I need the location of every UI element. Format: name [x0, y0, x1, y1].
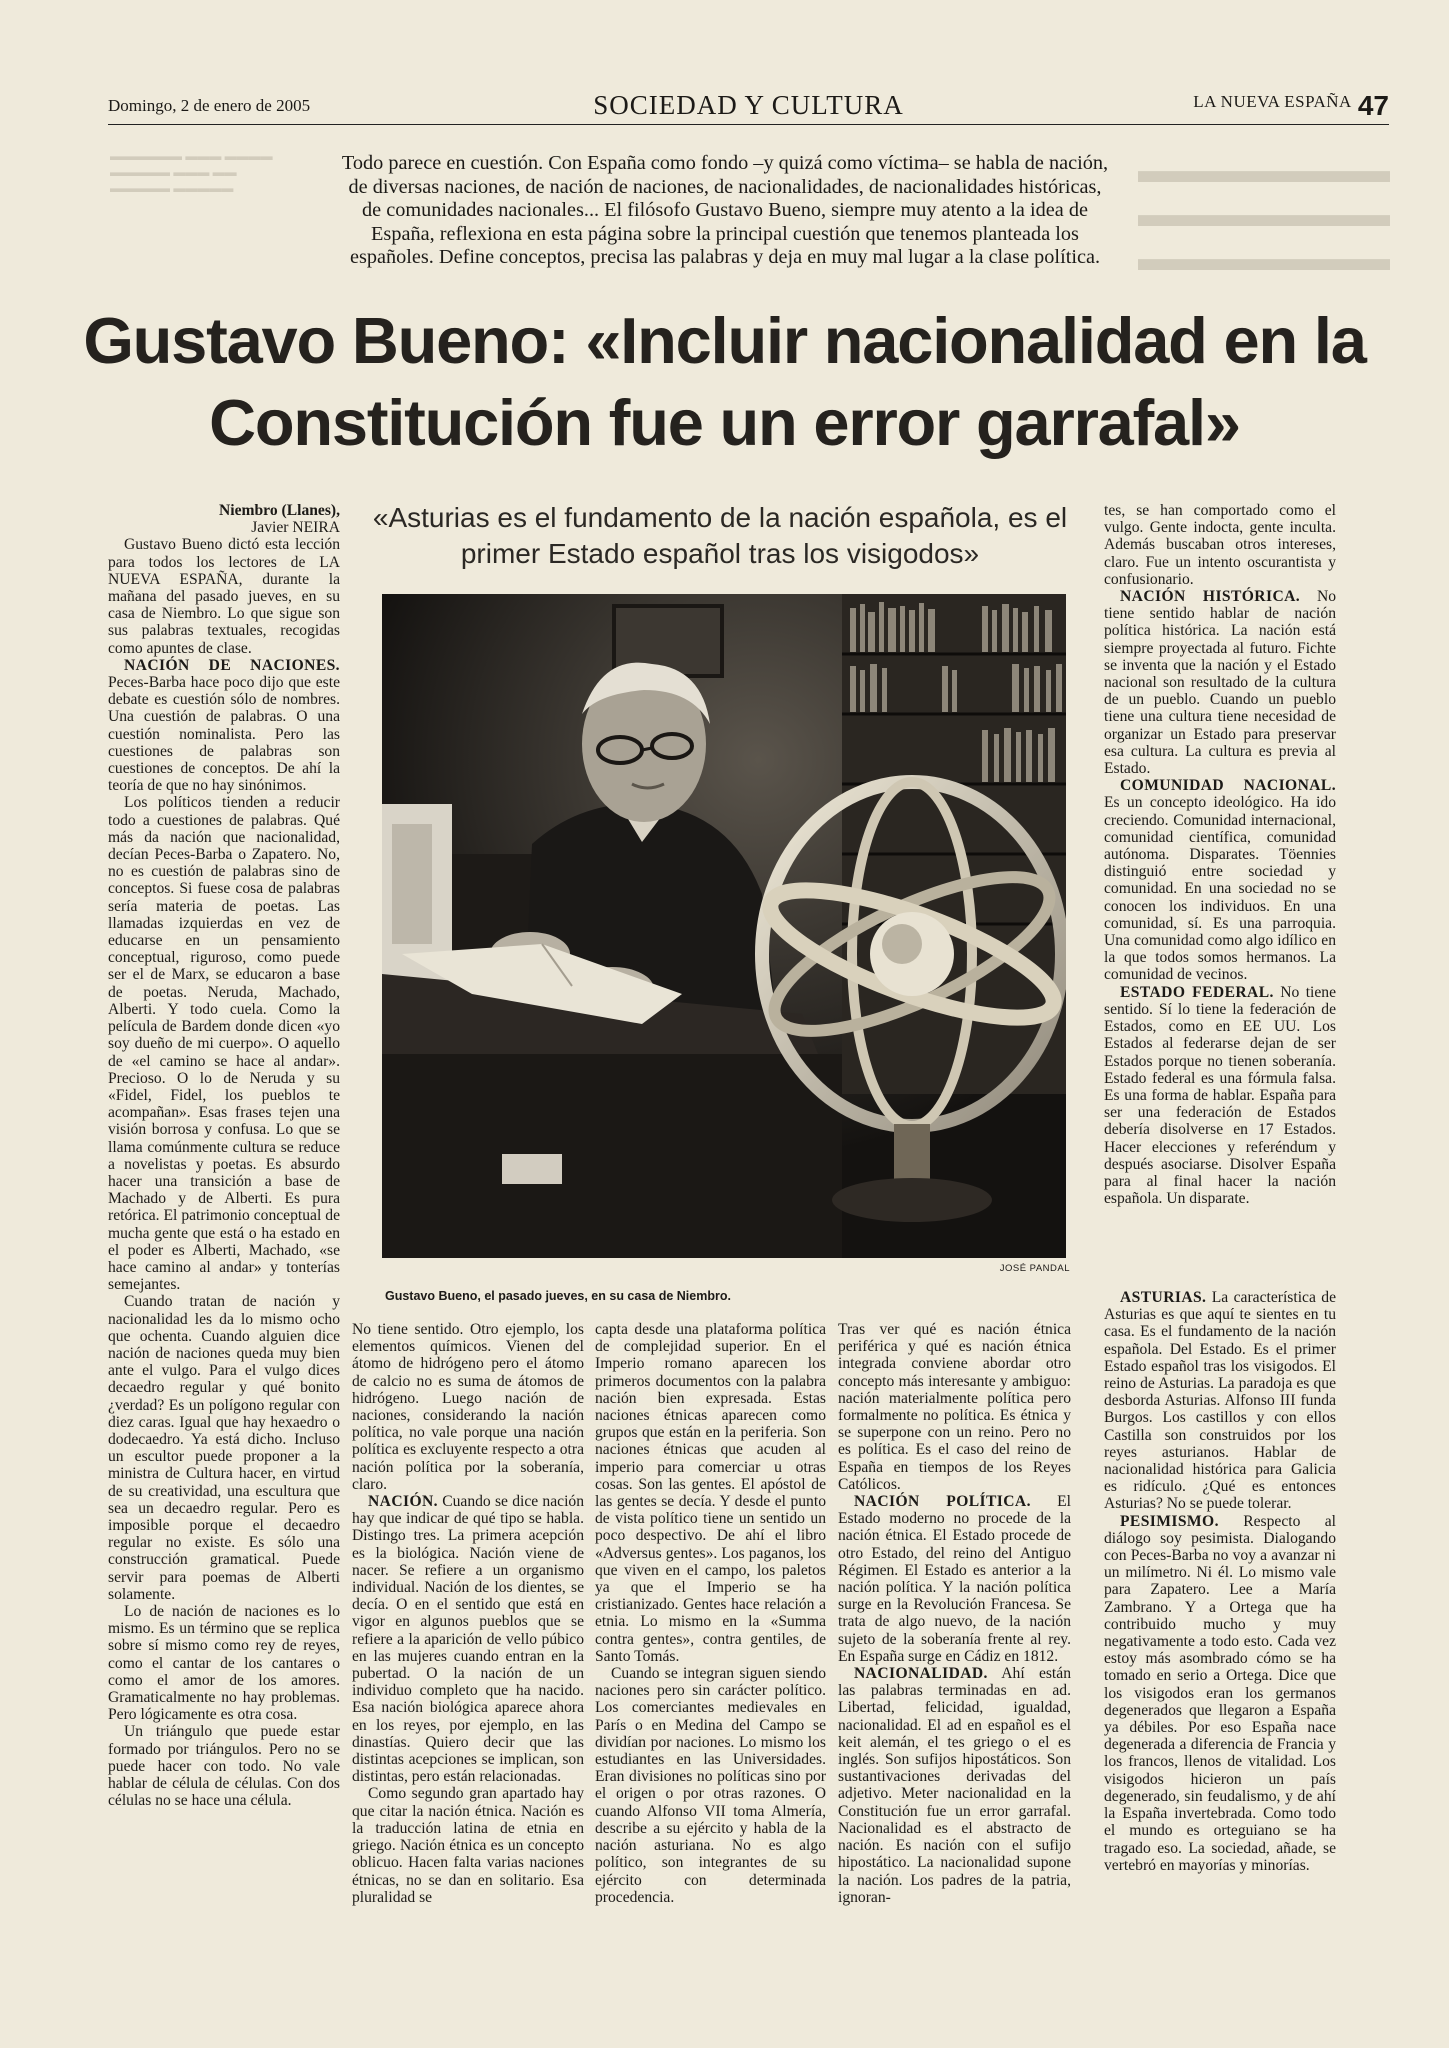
subheading: NACIÓN POLÍTICA. [854, 1493, 1031, 1511]
article-paragraph [108, 1293, 340, 1603]
article-paragraph [108, 536, 340, 656]
paragraph-text: Lo de nación de naciones es lo mismo. Es un término que se replica sobre sí mismo como rey de reyes, como el cantar de los cantares o como el amor de los amores. Gramaticalmente no hay problemas. Pero lógicamente es otra cosa. [108, 1603, 340, 1724]
issue-date: Domingo, 2 de enero de 2005 [108, 96, 311, 115]
byline-author: Javier NEIRA [251, 519, 340, 537]
article-paragraph [1104, 502, 1336, 588]
paragraph-text: Ahí están las palabras terminadas en ad. Libertad, felicidad, igualdad, nacionalidad. El ad en español es el keit alemán, el tes griego o el es inglés. Son sufijos hipostáticos. Son sustantivaciones derivadas del adjetivo. Meter nacionalidad en la Constitución fue un error garrafal. Nacionalidad es el abstracto de nación. Es nación con el sufijo hipostático. La nacionalidad supone la nación. Los padres de la patria, ignoran- [838, 1665, 1071, 1906]
standfirst: Todo parece en cuestión. Con España como fondo –y quizá como víctima– se habla de nación, de diversas naciones, de nación de naciones, de nacionalidades, de nacionalidades históricas, de comunidades nacionales... El filósofo Gustavo Bueno, siempre muy atento a la idea de España, reflexiona en esta página sobre la principal cuestión que tenemos planteada los españoles. Define conceptos, precisa las palabras y deja en muy mal lugar a la clase política. [341, 152, 1109, 269]
subheading: NACIÓN DE NACIONES. [124, 656, 340, 674]
paragraph-text: Gustavo Bueno dictó esta lección para todos los lectores de LA NUEVA ESPAÑA, durante la mañana del pasado jueves, en su casa de Niembro. Lo que sigue son sus palabras textuales, recogidas como apuntes de clase. [108, 536, 340, 657]
column-1 [108, 502, 340, 1809]
bleed-through-text-right: ▬▬▬▬▬▬▬ ▬▬▬▬▬▬▬ ▬▬▬▬▬▬▬ [1138, 149, 1390, 278]
paragraph-text: Respecto al diálogo soy pesimista. Dialogando con Peces-Barba no voy a avanzar ni un milímetro. Ni él. Lo mismo vale para Zapatero. Lee a María Zambrano. Y a Ortega que ha contribuido mucho y muy negativamente a todo esto. Cada vez estoy más asombrado cómo se ha tomado en serio a Ortega. Dice que los visigodos eran los germanos degenerados que llegaron a España ya débiles. Por eso España nace degenerada a diferencia de Francia y los francos, llenos de vitalidad. Los visigodos hicieron un país degenerado, sin feudalismo, y de ahí la España invertebrada. Como todo el mundo es orteguiano se ha tragado eso. La sociedad, añade, se vertebró en mayorías y minorías. [1104, 1512, 1336, 1874]
article-paragraph [108, 1603, 340, 1723]
subheading: ESTADO FEDERAL. [1120, 983, 1274, 1001]
subheading: NACIÓN. [368, 1493, 438, 1511]
paragraph-text: Un triángulo que puede estar formado por triángulos. Pero no se puede hacer con todo. No vale hablar de célula de células. Con dos células no se hace una célula. [108, 1723, 340, 1810]
article-paragraph [1104, 1289, 1336, 1513]
subheading: COMUNIDAD NACIONAL. [1120, 777, 1336, 795]
paragraph-text: capta desde una plataforma política de complejidad superior. En el Imperio romano aparecen los primeros documentos con la palabra nación bien expresada. Estas naciones étnicas aparecen como grupos que están en la periferia. Son naciones étnicas que acuden al imperio para comerciar u otras cosas. Son las gentes. El apóstol de las gentes se decía. Y desde el punto de vista político tiene un sentido un poco despectivo. De ahí el libro «Adversus gentes». Los paganos, los que viven en el campo, los paletos ya que el Imperio se ha cristianizado. Gentes hace relación a etnia. Lo mismo en la «Summa contra gentes», contra gentiles, de Santo Tomás. [595, 1321, 826, 1665]
paragraph-text: Como segundo gran apartado hay que citar la nación étnica. Nación es la traducción latina de etnia en griego. Nación étnica es un concepto oblicuo. Hacen falta varias naciones étnicas, no se dan en solitario. Esa pluralidad se [352, 1785, 584, 1906]
article-paragraph [838, 1665, 1071, 1906]
article-paragraph [352, 1493, 584, 1785]
photo-credit: JOSÉ PANDAL [999, 1263, 1070, 1274]
article-paragraph [352, 1321, 584, 1493]
column-5-bottom [1104, 1289, 1336, 1874]
paragraph-text: Cuando tratan de nación y nacionalidad les da lo mismo ocho que ochenta. Cuando alguien dice nación de naciones queda muy bien ante el vulgo. Para el vulgo dices decaedro regular y qué bonito ¿verdad? Es un polígono regular con diez caras. Igual que hay hexaedro o dodecaedro. Ya está dicho. Incluso un escultor puede proponer a la ministra de Cultura hacer, en virtud de su creatividad, una escultura que sea un decaedro regular. Pero es imposible porque el decaedro regular no existe. Es sólo una construcción gramatical. Puede servir para poemas de Alberti solamente. [108, 1293, 340, 1603]
column-3 [595, 1321, 826, 1906]
section-title: SOCIEDAD Y CULTURA [593, 90, 904, 120]
byline-place: Niembro (Llanes), [219, 502, 340, 519]
article-paragraph [108, 794, 340, 1293]
paragraph-text: Es un concepto ideológico. Ha ido creciendo. Comunidad internacional, comunidad científica, comunidad autónoma. Disparates. Töennies distinguió entre sociedad y comunidad. En una sociedad no se conocen los individuos. En una comunidad, sí. Es una parroquia. Una comunidad como algo idílico en la que todos somos hermanos. La comunidad de vecinos. [1104, 794, 1336, 984]
bleed-through-text-left: ▬▬▬▬ ▬▬▬ ▬▬▬▬▬▬ ▬▬ ▬▬▬ ▬▬▬▬▬ ▬▬▬▬▬ ▬▬▬▬▬ [110, 149, 273, 195]
paragraph-text: La característica de Asturias es que aquí te sientes en tu casa. Es el fundamento de la nación española. Del Estado. Es el primer Estado español tras los visigodos. El reino de Asturias. La paradoja es que desborda Asturias. Alfonso III funda Burgos. Los castillos y con ellos Castilla son construidos por los reyes asturianos. Hablar de nacionalidad histórica para Galicia es ridículo. ¿Qué es entonces Asturias? No se puede tolerar. [1104, 1289, 1336, 1513]
paragraph-text: No tiene sentido hablar de nación política histórica. La nación está siempre proyectada al futuro. Fichte se inventa que la nación y el Estado nacional son resultado de la cultura de un pueblo. Cuando un pueblo tiene una cultura tiene necesidad de organizar un Estado para preservar esa cultura. La cultura es previa al Estado. [1104, 588, 1336, 778]
photo-caption: Gustavo Bueno, el pasado jueves, en su casa de Niembro. [385, 1289, 731, 1303]
page-number: 47 [1357, 90, 1389, 121]
subheading: NACIÓN HISTÓRICA. [1120, 588, 1301, 606]
article-paragraph [595, 1321, 826, 1665]
article-paragraph [1104, 777, 1336, 983]
photo-gustavo-bueno [382, 594, 1066, 1258]
paper-and-page [1193, 90, 1389, 122]
column-5-top [1104, 502, 1336, 1207]
subheading: NACIONALIDAD. [854, 1665, 988, 1683]
paragraph-text: Cuando se dice nación hay que indicar de qué tipo se habla. Distingo tres. La primera acepción es la biológica. Nación viene de nacer. Se refiere a un organismo individual. Nación de los dientes, se decía. O en el sentido que está en vigor en algunos pueblos que se refiere a la aparición de vello púbico en las mujeres cuando entran en la pubertad. O la nación de un individuo completo que ha nacido. Esa nación biológica aparece ahora en los reyes, por ejemplo, en las dinastías. Quiero decir que las distintas acepciones se implican, son distintas, pero están relacionadas. [352, 1493, 584, 1786]
column-4 [838, 1321, 1071, 1906]
paragraph-text: El Estado moderno no procede de la nación étnica. El Estado procede de otro Estado, del reino del Antiguo Régimen. El Estado es anterior a la nación política. Y la nación política surge en la Revolución Francesa. Se trata de algo nuevo, de la nación sujeto de la soberanía frente al rey. En España surge en Cádiz en 1812. [838, 1493, 1071, 1665]
subheading: ASTURIAS. [1120, 1289, 1207, 1306]
paragraph-text: Tras ver qué es nación étnica periférica y qué es nación étnica integrada conviene abordar otro concepto más interesante y ambiguo: nación materialmente política pero formalmente no política. Es étnica y se superpone con un reino. Pero no es política. Es el caso del reino de España en tiempos de los Reyes Católicos. [838, 1321, 1071, 1493]
article-paragraph [1104, 1513, 1336, 1874]
paragraph-text: tes, se han comportado como el vulgo. Gente indocta, gente inculta. Además buscaban otros intereses, claro. Fue un intento oscurantista y confusionario. [1104, 502, 1336, 588]
headline: Gustavo Bueno: «Incluir nacionalidad en la Constitución fue un error garrafal» [83, 304, 1366, 459]
article-paragraph [838, 1321, 1071, 1493]
paragraph-text: Los políticos tienden a reducir todo a cuestiones de palabras. Qué más da nación que nacionalidad, decían Peces-Barba o Zapatero. No, no es cuestión de palabras sino de conceptos. Si fuese cosa de palabras sería materia de poetas. Las llamadas izquierdas en vez de educarse en un pensamiento conceptual, riguroso, como puede ser el de Marx, se educaron a base de poetas. Neruda, Machado, Alberti. Y todo cuela. Como la película de Bardem donde dicen «yo soy dueño de mi cuerpo». O aquello de «el camino se hace al andar». Precioso. O lo de Neruda y su «Fidel, Fidel, los pueblos te acompañan». Esas frases tejen una visión borrosa y confusa. Lo que se llama comúnmente cultura se reduce a novelistas y poetas. Es absurdo hacer una transición a base de Machado y de Alberti. Es pura retórica. El patrimonio conceptual de mucha gente que está o ha estado en el poder es Alberti, Machado, «se hace camino al andar» y tonterías semejantes. [108, 794, 340, 1294]
article-paragraph [108, 657, 340, 795]
subheading: PESIMISMO. [1120, 1512, 1219, 1530]
article-paragraph [595, 1665, 826, 1906]
photo-illustration [382, 594, 1066, 1258]
article-paragraph [352, 1785, 584, 1905]
column-2 [352, 1321, 584, 1906]
paragraph-text: Peces-Barba hace poco dijo que este debate es cuestión sólo de nombres. Una cuestión de palabras. O una cuestión nominalista. Pero las cuestiones de palabras son cuestiones de conceptos. De ahí la teoría de que no hay sinónimos. [108, 674, 340, 795]
pull-quote: «Asturias es el fundamento de la nación española, es el primer Estado español tras los visigodos» [372, 502, 1068, 569]
byline [108, 502, 340, 536]
paragraph-text: No tiene sentido. Otro ejemplo, los elementos químicos. Vienen del átomo de hidrógeno pero el átomo de calcio no es suma de átomos de hidrógeno. Luego nación de naciones, considerando la nación política, no vale porque una nación política es excluyente respecto a otra nación política por la soberanía, claro. [352, 1321, 584, 1493]
article-paragraph [1104, 984, 1336, 1208]
paragraph-text: Cuando se integran siguen siendo naciones pero sin carácter político. Los comerciantes medievales en París o en Medina del Campo se dividían por naciones. Lo mismo los estudiantes en las Universidades. Eran divisiones no políticas sino por el origen o por otras razones. O cuando Alfonso VII toma Almería, describe a su ejército y habla de la nación asturiana. No es algo político, son integrantes de su ejército con determinada procedencia. [595, 1665, 826, 1906]
paragraph-text: No tiene sentido. Sí lo tiene la federación de Estados, como en EE UU. Los Estados al federarse dejan de ser Estados porque no tienen soberanía. Estado federal es una fórmula falsa. Es una forma de hablar. España para ser una federación de Estados debería disolverse en 17 Estados. Hacer elecciones y referéndum y después asociarse. Disolver España para al final hacer la nación española. Un disparate. [1104, 983, 1336, 1208]
paper-name: LA NUEVA ESPAÑA [1193, 92, 1352, 111]
masthead [108, 90, 1389, 125]
article-paragraph [838, 1493, 1071, 1665]
article-paragraph [108, 1723, 340, 1809]
article-paragraph [1104, 588, 1336, 777]
